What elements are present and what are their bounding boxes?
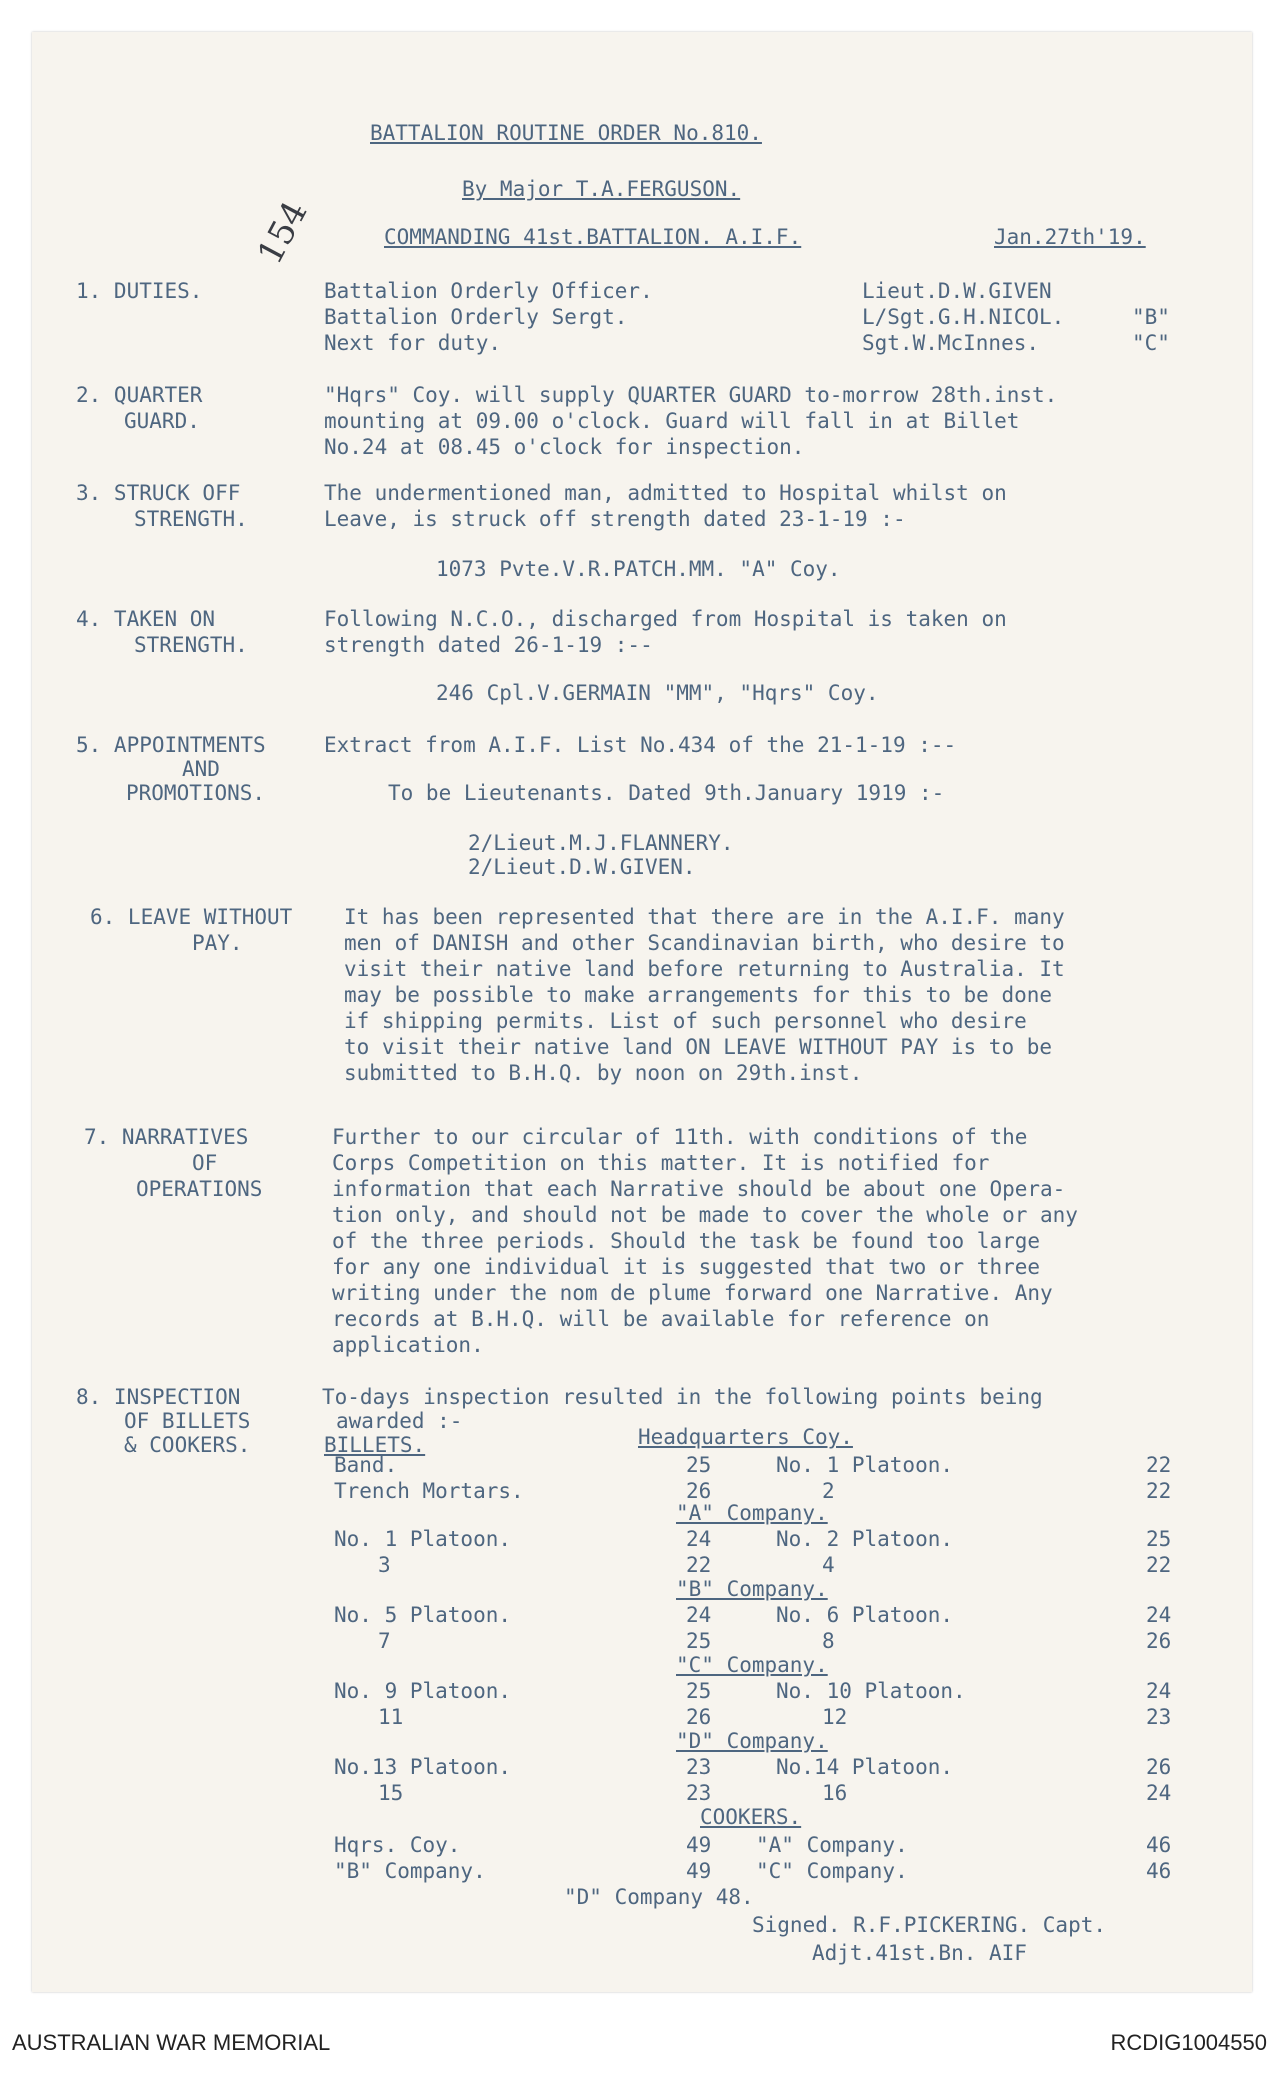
inspection-label-2: OF BILLETS xyxy=(124,1409,251,1433)
leave-line-7: submitted to B.H.Q. by noon on 29th.inst. xyxy=(344,1061,863,1085)
appointment-name-2: 2/Lieut.D.W.GIVEN. xyxy=(468,855,696,879)
billet-name: No.13 Platoon. xyxy=(334,1755,512,1779)
duties-role-2: Battalion Orderly Sergt. xyxy=(324,305,628,329)
narratives-line-7: writing under the nom de plume forward one Narrative. Any xyxy=(332,1281,1053,1305)
billet-name: Trench Mortars. xyxy=(334,1479,524,1503)
inspection-line-2: awarded :- xyxy=(336,1409,463,1433)
billet-name: 11 xyxy=(378,1705,404,1729)
billet-points: 26 xyxy=(1146,1755,1172,1779)
billet-points: 23 xyxy=(686,1781,712,1805)
leave-line-5: if shipping permits. List of such personnel who desire xyxy=(344,1009,1027,1033)
billet-name: 4 xyxy=(822,1553,835,1577)
duties-name-3: Sgt.W.McInnes. xyxy=(862,331,1040,355)
billet-name: No.14 Platoon. xyxy=(776,1755,954,1779)
appointments-label-2: AND xyxy=(182,757,220,781)
leave-line-4: may be possible to make arrangements for this to be done xyxy=(344,983,1053,1007)
billet-name: No. 1 Platoon. xyxy=(776,1453,954,1477)
company-heading: "A" Company. xyxy=(676,1501,828,1525)
inspection-label-3: & COOKERS. xyxy=(124,1433,251,1457)
billet-name: No. 1 Platoon. xyxy=(334,1527,512,1551)
billet-points: 25 xyxy=(686,1629,712,1653)
appointments-label-3: PROMOTIONS. xyxy=(126,781,266,805)
narratives-line-9: application. xyxy=(332,1333,484,1357)
archive-credit: AUSTRALIAN WAR MEMORIAL xyxy=(12,2030,331,2055)
billet-name: 2 xyxy=(822,1479,835,1503)
struck-off-line-1: The undermentioned man, admitted to Hospital whilst on xyxy=(324,481,1007,505)
duties-coy-2: "B" xyxy=(1132,305,1170,329)
billet-points: 26 xyxy=(1146,1629,1172,1653)
billet-points: 22 xyxy=(686,1553,712,1577)
billet-name: 3 xyxy=(378,1553,391,1577)
billet-name: No. 2 Platoon. xyxy=(776,1527,954,1551)
billet-name: 16 xyxy=(822,1781,848,1805)
quarter-guard-line-2: mounting at 09.00 o'clock. Guard will fall in at Billet xyxy=(324,409,1020,433)
billet-points: 23 xyxy=(1146,1705,1172,1729)
quarter-guard-label: 2. QUARTER xyxy=(76,383,203,407)
narratives-label-2: OF xyxy=(192,1151,218,1175)
narratives-label-3: OPERATIONS xyxy=(136,1177,263,1201)
cookers-heading: COOKERS. xyxy=(700,1805,802,1829)
taken-on-entry: 246 Cpl.V.GERMAIN "MM", "Hqrs" Coy. xyxy=(436,681,879,705)
billet-points: 22 xyxy=(1146,1453,1172,1477)
billet-points: 24 xyxy=(686,1527,712,1551)
billet-points: 26 xyxy=(686,1479,712,1503)
cooker-points: 49 xyxy=(686,1859,712,1883)
cooker-name: "A" Company. xyxy=(756,1833,908,1857)
billet-name: No. 10 Platoon. xyxy=(776,1679,966,1703)
duties-coy-3: "C" xyxy=(1132,331,1170,355)
archive-id: RCDIG1004550 xyxy=(1110,2030,1267,2055)
quarter-guard-line-1: "Hqrs" Coy. will supply QUARTER GUARD to-morrow 28th.inst. xyxy=(324,383,1058,407)
quarter-guard-label-2: GUARD. xyxy=(124,409,200,433)
cooker-points: 46 xyxy=(1146,1833,1172,1857)
taken-on-line-1: Following N.C.O., discharged from Hospital is taken on xyxy=(324,607,1007,631)
billet-name: 7 xyxy=(378,1629,391,1653)
cooker-points: 46 xyxy=(1146,1859,1172,1883)
order-date: Jan.27th'19. xyxy=(994,225,1146,249)
appointments-line-1: Extract from A.I.F. List No.434 of the 21-1-19 :-- xyxy=(324,733,957,757)
leave-line-6: to visit their native land ON LEAVE WITHOUT PAY is to be xyxy=(344,1035,1053,1059)
billet-points: 25 xyxy=(686,1453,712,1477)
struck-off-label-2: STRENGTH. xyxy=(134,507,248,531)
billet-points: 22 xyxy=(1146,1553,1172,1577)
leave-line-2: men of DANISH and other Scandinavian birth, who desire to xyxy=(344,931,1065,955)
narratives-label: 7. NARRATIVES xyxy=(84,1125,249,1149)
appointment-name-1: 2/Lieut.M.J.FLANNERY. xyxy=(468,831,734,855)
struck-off-line-2: Leave, is struck off strength dated 23-1-19 :- xyxy=(324,507,906,531)
company-heading: "B" Company. xyxy=(676,1577,828,1601)
commanding-line: COMMANDING 41st.BATTALION. A.I.F. xyxy=(384,225,802,249)
folio-number: 154 xyxy=(250,194,316,271)
company-heading: "C" Company. xyxy=(676,1653,828,1677)
billet-points: 24 xyxy=(1146,1781,1172,1805)
billet-points: 25 xyxy=(1146,1527,1172,1551)
inspection-label: 8. INSPECTION xyxy=(76,1385,241,1409)
cooker-name: "B" Company. xyxy=(334,1859,486,1883)
narratives-line-2: Corps Competition on this matter. It is notified for xyxy=(332,1151,990,1175)
leave-label-2: PAY. xyxy=(192,931,243,955)
struck-off-label: 3. STRUCK OFF xyxy=(76,481,241,505)
leave-line-3: visit their native land before returning to Australia. It xyxy=(344,957,1065,981)
cooker-name: "C" Company. xyxy=(756,1859,908,1883)
duties-role-1: Battalion Orderly Officer. xyxy=(324,279,653,303)
signature-line: Signed. R.F.PICKERING. Capt. xyxy=(752,1913,1107,1937)
order-title: BATTALION ROUTINE ORDER No.810. xyxy=(370,121,762,145)
narratives-line-5: of the three periods. Should the task be found too large xyxy=(332,1229,1041,1253)
appointments-line-2: To be Lieutenants. Dated 9th.January 1919 :- xyxy=(388,781,945,805)
duties-role-3: Next for duty. xyxy=(324,331,502,355)
order-author: By Major T.A.FERGUSON. xyxy=(462,177,741,201)
cooker-points: 49 xyxy=(686,1833,712,1857)
cooker-name: "D" Company 48. xyxy=(564,1885,754,1909)
appointments-label: 5. APPOINTMENTS xyxy=(76,733,266,757)
billet-points: 25 xyxy=(686,1679,712,1703)
narratives-line-4: tion only, and should not be made to cover the whole or any xyxy=(332,1203,1078,1227)
billet-name: No. 5 Platoon. xyxy=(334,1603,512,1627)
duties-name-2: L/Sgt.G.H.NICOL. xyxy=(862,305,1065,329)
document-sheet xyxy=(32,32,1252,1992)
billet-points: 26 xyxy=(686,1705,712,1729)
leave-line-1: It has been represented that there are in the A.I.F. many xyxy=(344,905,1065,929)
billet-name: No. 6 Platoon. xyxy=(776,1603,954,1627)
billet-points: 24 xyxy=(1146,1603,1172,1627)
billet-points: 24 xyxy=(1146,1679,1172,1703)
quarter-guard-line-3: No.24 at 08.45 o'clock for inspection. xyxy=(324,435,805,459)
duties-label: 1. DUTIES. xyxy=(76,279,203,303)
narratives-line-8: records at B.H.Q. will be available for reference on xyxy=(332,1307,990,1331)
signature-title: Adjt.41st.Bn. AIF xyxy=(812,1941,1027,1965)
billet-points: 24 xyxy=(686,1603,712,1627)
billet-name: 8 xyxy=(822,1629,835,1653)
cooker-name: Hqrs. Coy. xyxy=(334,1833,461,1857)
taken-on-label: 4. TAKEN ON xyxy=(76,607,216,631)
billet-name: No. 9 Platoon. xyxy=(334,1679,512,1703)
billet-points: 22 xyxy=(1146,1479,1172,1503)
taken-on-label-2: STRENGTH. xyxy=(134,633,248,657)
narratives-line-3: information that each Narrative should be about one Opera- xyxy=(332,1177,1066,1201)
inspection-line-1: To-days inspection resulted in the following points being xyxy=(322,1385,1043,1409)
narratives-line-1: Further to our circular of 11th. with conditions of the xyxy=(332,1125,1028,1149)
taken-on-line-2: strength dated 26-1-19 :-- xyxy=(324,633,653,657)
company-heading: "D" Company. xyxy=(676,1729,828,1753)
duties-name-1: Lieut.D.W.GIVEN xyxy=(862,279,1052,303)
struck-off-entry: 1073 Pvte.V.R.PATCH.MM. "A" Coy. xyxy=(436,557,841,581)
narratives-line-6: for any one individual it is suggested that two or three xyxy=(332,1255,1041,1279)
hq-company-heading: Headquarters Coy. xyxy=(638,1425,853,1449)
billets-heading: BILLETS. xyxy=(324,1433,426,1457)
billet-name: Band. xyxy=(334,1453,398,1477)
billet-points: 23 xyxy=(686,1755,712,1779)
leave-label: 6. LEAVE WITHOUT xyxy=(90,905,293,929)
billet-name: 15 xyxy=(378,1781,404,1805)
billet-name: 12 xyxy=(822,1705,848,1729)
